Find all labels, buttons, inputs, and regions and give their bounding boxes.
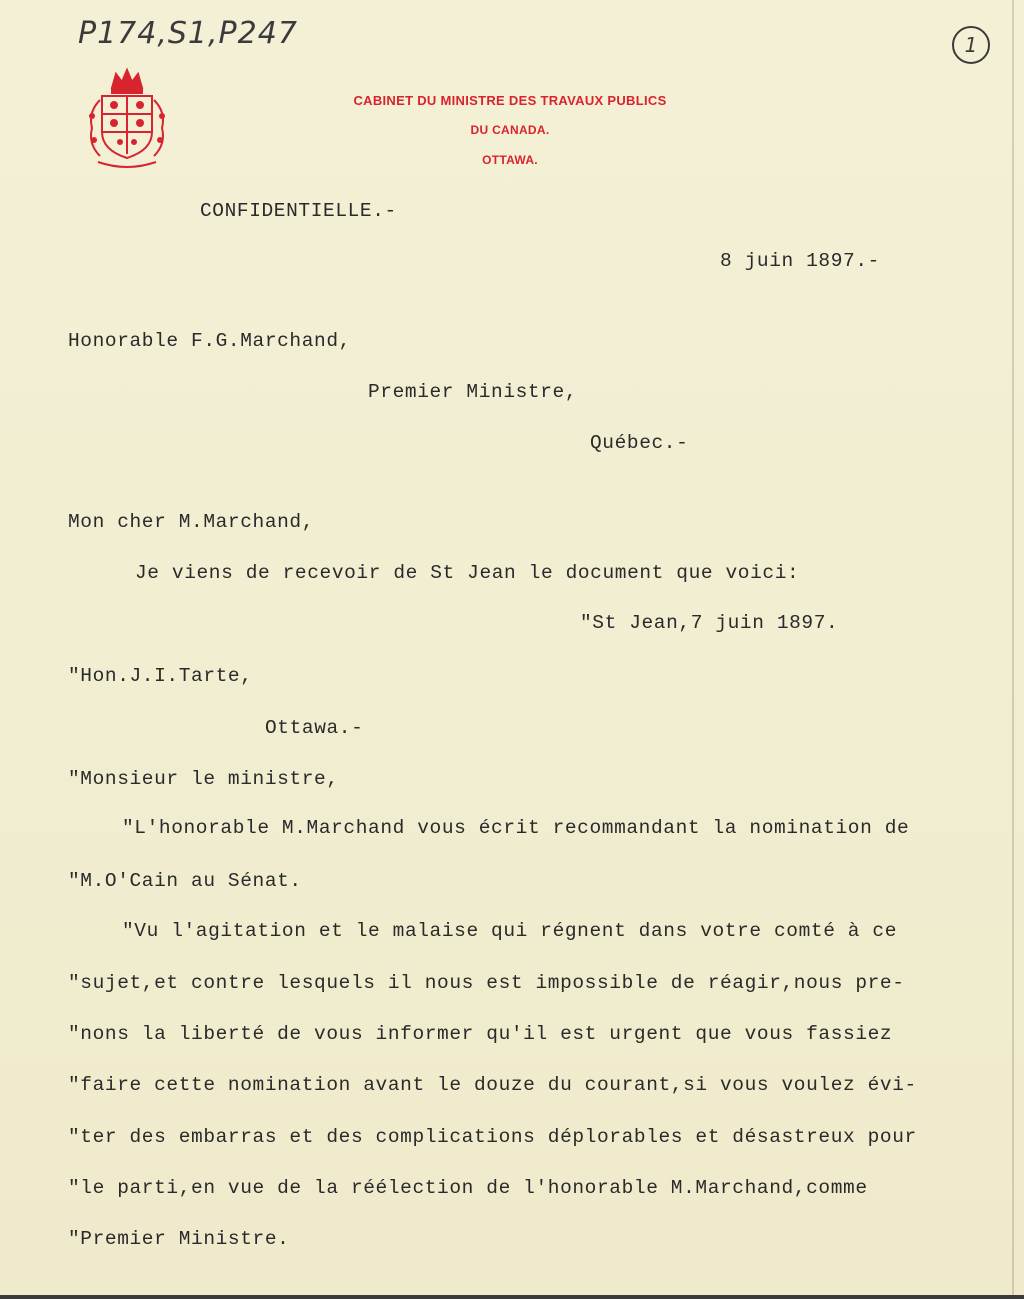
letterhead-line-2: DU CANADA. [470, 123, 550, 137]
quoted-salutation: "Monsieur le ministre, [68, 768, 339, 790]
quoted-date: "St Jean,7 juin 1897. [580, 612, 839, 634]
letterhead-line-1: CABINET DU MINISTRE DES TRAVAUX PUBLICS [353, 93, 667, 108]
archive-reference: P174,S1,P247 [78, 16, 298, 51]
letterhead-line-3: OTTAWA. [482, 153, 538, 167]
page-number: 1 [952, 26, 990, 64]
quoted-addressee: "Hon.J.I.Tarte, [68, 665, 253, 687]
intro-paragraph: Je viens de recevoir de St Jean le document que voici: [135, 562, 800, 584]
letter-date: 8 juin 1897.- [720, 250, 880, 272]
body-line: "le parti,en vue de la réélection de l'honorable M.Marchand,comme [68, 1177, 868, 1199]
body-line: "Vu l'agitation et le malaise qui régnent dans votre comté à ce [122, 920, 898, 942]
body-line: "sujet,et contre lesquels il nous est impossible de réagir,nous pre- [68, 972, 905, 994]
body-line: "Premier Ministre. [68, 1228, 290, 1250]
recipient-name: Honorable F.G.Marchand, [68, 330, 351, 352]
body-line: "ter des embarras et des complications déplorables et désastreux pour [68, 1126, 917, 1148]
quoted-city: Ottawa.- [265, 717, 364, 739]
recipient-title: Premier Ministre, [368, 381, 578, 403]
body-line: "M.O'Cain au Sénat. [68, 870, 302, 892]
salutation: Mon cher M.Marchand, [68, 511, 315, 533]
coat-of-arms-icon [82, 66, 172, 172]
body-line: "faire cette nomination avant le douze du courant,si vous voulez évi- [68, 1074, 917, 1096]
body-line: "L'honorable M.Marchand vous écrit recommandant la nomination de [122, 817, 910, 839]
scan-edge [0, 1295, 1024, 1299]
body-line: "nons la liberté de vous informer qu'il est urgent que vous fassiez [68, 1023, 893, 1045]
page-fold [1012, 0, 1014, 1299]
recipient-city: Québec.- [590, 432, 689, 454]
classification: CONFIDENTIELLE.- [200, 200, 397, 222]
